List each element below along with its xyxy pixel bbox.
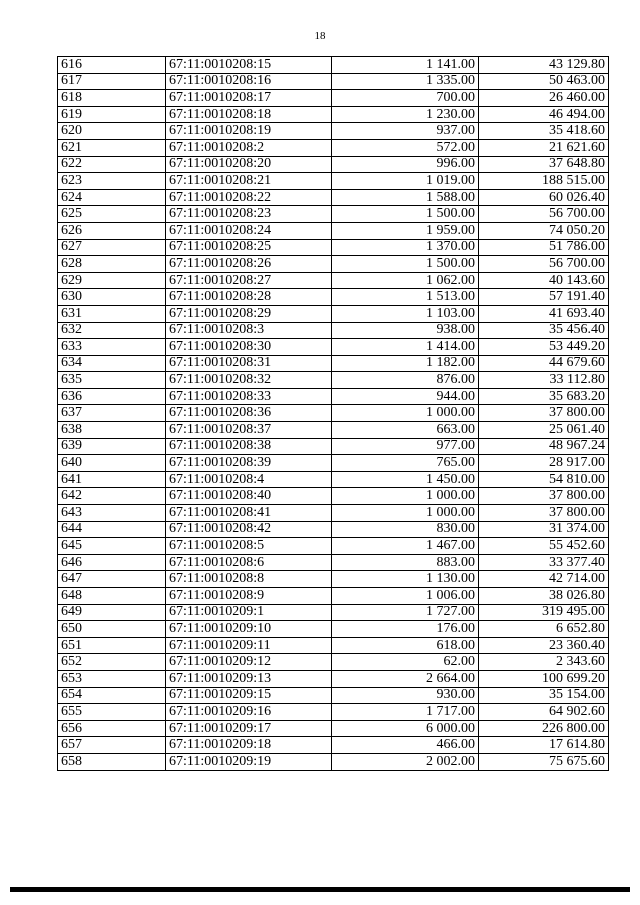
table-body <box>58 57 609 771</box>
value-cell: 35 456.40 <box>479 322 609 339</box>
row-number-cell: 646 <box>58 554 166 571</box>
value-cell: 37 800.00 <box>479 505 609 522</box>
table-row <box>58 488 609 505</box>
row-number-cell: 628 <box>58 256 166 273</box>
table-row <box>58 621 609 638</box>
row-number-cell: 658 <box>58 753 166 770</box>
value-cell: 44 679.60 <box>479 355 609 372</box>
table-row <box>58 355 609 372</box>
area-cell: 62.00 <box>332 654 479 671</box>
value-cell: 60 026.40 <box>479 189 609 206</box>
cadastral-number-cell: 67:11:0010208:3 <box>166 322 332 339</box>
cadastral-number-cell: 67:11:0010208:8 <box>166 571 332 588</box>
value-cell: 38 026.80 <box>479 588 609 605</box>
cadastral-number-cell: 67:11:0010208:9 <box>166 588 332 605</box>
area-cell: 944.00 <box>332 388 479 405</box>
table-row <box>58 604 609 621</box>
table-row <box>58 505 609 522</box>
table-row <box>58 704 609 721</box>
table-row <box>58 405 609 422</box>
row-number-cell: 627 <box>58 239 166 256</box>
value-cell: 26 460.00 <box>479 90 609 107</box>
value-cell: 46 494.00 <box>479 106 609 123</box>
value-cell: 74 050.20 <box>479 222 609 239</box>
value-cell: 54 810.00 <box>479 471 609 488</box>
table-row <box>58 272 609 289</box>
area-cell: 996.00 <box>332 156 479 173</box>
area-cell: 1 000.00 <box>332 488 479 505</box>
area-cell: 1 006.00 <box>332 588 479 605</box>
value-cell: 35 418.60 <box>479 123 609 140</box>
table-row <box>58 471 609 488</box>
area-cell: 1 513.00 <box>332 289 479 306</box>
area-cell: 572.00 <box>332 139 479 156</box>
area-cell: 1 450.00 <box>332 471 479 488</box>
value-cell: 21 621.60 <box>479 139 609 156</box>
value-cell: 17 614.80 <box>479 737 609 754</box>
row-number-cell: 634 <box>58 355 166 372</box>
row-number-cell: 643 <box>58 505 166 522</box>
area-cell: 1 141.00 <box>332 57 479 74</box>
table-row <box>58 289 609 306</box>
row-number-cell: 636 <box>58 388 166 405</box>
area-cell: 830.00 <box>332 521 479 538</box>
cadastral-table <box>57 56 609 771</box>
row-number-cell: 656 <box>58 720 166 737</box>
cadastral-number-cell: 67:11:0010208:24 <box>166 222 332 239</box>
row-number-cell: 638 <box>58 422 166 439</box>
cadastral-number-cell: 67:11:0010208:23 <box>166 206 332 223</box>
row-number-cell: 624 <box>58 189 166 206</box>
value-cell: 55 452.60 <box>479 538 609 555</box>
cadastral-number-cell: 67:11:0010208:29 <box>166 305 332 322</box>
table-row <box>58 222 609 239</box>
table-row <box>58 372 609 389</box>
value-cell: 75 675.60 <box>479 753 609 770</box>
table-row <box>58 90 609 107</box>
value-cell: 37 800.00 <box>479 405 609 422</box>
value-cell: 56 700.00 <box>479 206 609 223</box>
area-cell: 930.00 <box>332 687 479 704</box>
cadastral-number-cell: 67:11:0010208:39 <box>166 455 332 472</box>
area-cell: 1 230.00 <box>332 106 479 123</box>
row-number-cell: 622 <box>58 156 166 173</box>
cadastral-number-cell: 67:11:0010208:27 <box>166 272 332 289</box>
table-row <box>58 139 609 156</box>
row-number-cell: 648 <box>58 588 166 605</box>
table-row <box>58 670 609 687</box>
value-cell: 57 191.40 <box>479 289 609 306</box>
row-number-cell: 640 <box>58 455 166 472</box>
value-cell: 53 449.20 <box>479 339 609 356</box>
value-cell: 40 143.60 <box>479 272 609 289</box>
cadastral-number-cell: 67:11:0010208:40 <box>166 488 332 505</box>
cadastral-number-cell: 67:11:0010208:32 <box>166 372 332 389</box>
table-row <box>58 156 609 173</box>
value-cell: 226 800.00 <box>479 720 609 737</box>
cadastral-number-cell: 67:11:0010209:1 <box>166 604 332 621</box>
value-cell: 41 693.40 <box>479 305 609 322</box>
value-cell: 35 683.20 <box>479 388 609 405</box>
row-number-cell: 619 <box>58 106 166 123</box>
table-row <box>58 654 609 671</box>
table-row <box>58 173 609 190</box>
row-number-cell: 644 <box>58 521 166 538</box>
area-cell: 466.00 <box>332 737 479 754</box>
cadastral-number-cell: 67:11:0010208:26 <box>166 256 332 273</box>
value-cell: 43 129.80 <box>479 57 609 74</box>
value-cell: 31 374.00 <box>479 521 609 538</box>
area-cell: 2 664.00 <box>332 670 479 687</box>
row-number-cell: 633 <box>58 339 166 356</box>
row-number-cell: 621 <box>58 139 166 156</box>
value-cell: 51 786.00 <box>479 239 609 256</box>
area-cell: 938.00 <box>332 322 479 339</box>
area-cell: 883.00 <box>332 554 479 571</box>
page-number: 18 <box>314 30 326 42</box>
value-cell: 2 343.60 <box>479 654 609 671</box>
row-number-cell: 653 <box>58 670 166 687</box>
table-row <box>58 388 609 405</box>
area-cell: 1 500.00 <box>332 206 479 223</box>
area-cell: 1 103.00 <box>332 305 479 322</box>
table-row <box>58 455 609 472</box>
row-number-cell: 635 <box>58 372 166 389</box>
area-cell: 1 727.00 <box>332 604 479 621</box>
table-row <box>58 571 609 588</box>
value-cell: 188 515.00 <box>479 173 609 190</box>
cadastral-number-cell: 67:11:0010209:19 <box>166 753 332 770</box>
value-cell: 100 699.20 <box>479 670 609 687</box>
area-cell: 1 019.00 <box>332 173 479 190</box>
row-number-cell: 642 <box>58 488 166 505</box>
area-cell: 1 959.00 <box>332 222 479 239</box>
cadastral-number-cell: 67:11:0010209:18 <box>166 737 332 754</box>
row-number-cell: 629 <box>58 272 166 289</box>
value-cell: 64 902.60 <box>479 704 609 721</box>
cadastral-number-cell: 67:11:0010208:19 <box>166 123 332 140</box>
value-cell: 6 652.80 <box>479 621 609 638</box>
cadastral-number-cell: 67:11:0010208:36 <box>166 405 332 422</box>
cadastral-number-cell: 67:11:0010208:37 <box>166 422 332 439</box>
table-row <box>58 57 609 74</box>
cadastral-number-cell: 67:11:0010208:17 <box>166 90 332 107</box>
table-row <box>58 538 609 555</box>
row-number-cell: 639 <box>58 438 166 455</box>
area-cell: 977.00 <box>332 438 479 455</box>
area-cell: 1 370.00 <box>332 239 479 256</box>
area-cell: 1 467.00 <box>332 538 479 555</box>
table-row <box>58 588 609 605</box>
table-row <box>58 720 609 737</box>
row-number-cell: 632 <box>58 322 166 339</box>
area-cell: 176.00 <box>332 621 479 638</box>
cadastral-number-cell: 67:11:0010209:12 <box>166 654 332 671</box>
area-cell: 765.00 <box>332 455 479 472</box>
value-cell: 28 917.00 <box>479 455 609 472</box>
row-number-cell: 631 <box>58 305 166 322</box>
cadastral-number-cell: 67:11:0010208:25 <box>166 239 332 256</box>
table-row <box>58 753 609 770</box>
cadastral-number-cell: 67:11:0010208:42 <box>166 521 332 538</box>
row-number-cell: 652 <box>58 654 166 671</box>
table-row <box>58 687 609 704</box>
table-row <box>58 305 609 322</box>
area-cell: 1 500.00 <box>332 256 479 273</box>
cadastral-number-cell: 67:11:0010208:21 <box>166 173 332 190</box>
cadastral-number-cell: 67:11:0010208:15 <box>166 57 332 74</box>
bottom-rule <box>10 887 630 892</box>
area-cell: 618.00 <box>332 637 479 654</box>
row-number-cell: 626 <box>58 222 166 239</box>
cadastral-number-cell: 67:11:0010208:18 <box>166 106 332 123</box>
row-number-cell: 650 <box>58 621 166 638</box>
row-number-cell: 647 <box>58 571 166 588</box>
area-cell: 663.00 <box>332 422 479 439</box>
table-row <box>58 521 609 538</box>
area-cell: 1 588.00 <box>332 189 479 206</box>
row-number-cell: 620 <box>58 123 166 140</box>
area-cell: 6 000.00 <box>332 720 479 737</box>
table-row <box>58 256 609 273</box>
cadastral-number-cell: 67:11:0010208:6 <box>166 554 332 571</box>
table-row <box>58 422 609 439</box>
value-cell: 319 495.00 <box>479 604 609 621</box>
value-cell: 42 714.00 <box>479 571 609 588</box>
cadastral-number-cell: 67:11:0010208:22 <box>166 189 332 206</box>
table-row <box>58 73 609 90</box>
cadastral-number-cell: 67:11:0010209:17 <box>166 720 332 737</box>
cadastral-number-cell: 67:11:0010209:10 <box>166 621 332 638</box>
table-row <box>58 438 609 455</box>
area-cell: 1 414.00 <box>332 339 479 356</box>
table-row <box>58 339 609 356</box>
cadastral-number-cell: 67:11:0010208:5 <box>166 538 332 555</box>
value-cell: 25 061.40 <box>479 422 609 439</box>
cadastral-number-cell: 67:11:0010209:11 <box>166 637 332 654</box>
area-cell: 1 062.00 <box>332 272 479 289</box>
area-cell: 700.00 <box>332 90 479 107</box>
area-cell: 1 000.00 <box>332 405 479 422</box>
row-number-cell: 630 <box>58 289 166 306</box>
row-number-cell: 616 <box>58 57 166 74</box>
cadastral-number-cell: 67:11:0010208:30 <box>166 339 332 356</box>
cadastral-number-cell: 67:11:0010208:28 <box>166 289 332 306</box>
cadastral-number-cell: 67:11:0010208:20 <box>166 156 332 173</box>
area-cell: 1 000.00 <box>332 505 479 522</box>
table-row <box>58 554 609 571</box>
value-cell: 35 154.00 <box>479 687 609 704</box>
cadastral-number-cell: 67:11:0010208:38 <box>166 438 332 455</box>
table-row <box>58 189 609 206</box>
row-number-cell: 645 <box>58 538 166 555</box>
row-number-cell: 625 <box>58 206 166 223</box>
cadastral-number-cell: 67:11:0010209:16 <box>166 704 332 721</box>
area-cell: 2 002.00 <box>332 753 479 770</box>
cadastral-number-cell: 67:11:0010209:15 <box>166 687 332 704</box>
table-row <box>58 123 609 140</box>
area-cell: 1 335.00 <box>332 73 479 90</box>
table-row <box>58 737 609 754</box>
cadastral-number-cell: 67:11:0010208:33 <box>166 388 332 405</box>
table-row <box>58 322 609 339</box>
row-number-cell: 654 <box>58 687 166 704</box>
value-cell: 23 360.40 <box>479 637 609 654</box>
row-number-cell: 623 <box>58 173 166 190</box>
table-row <box>58 206 609 223</box>
value-cell: 48 967.24 <box>479 438 609 455</box>
table-row <box>58 106 609 123</box>
cadastral-number-cell: 67:11:0010208:2 <box>166 139 332 156</box>
value-cell: 33 377.40 <box>479 554 609 571</box>
row-number-cell: 651 <box>58 637 166 654</box>
value-cell: 33 112.80 <box>479 372 609 389</box>
area-cell: 937.00 <box>332 123 479 140</box>
value-cell: 56 700.00 <box>479 256 609 273</box>
row-number-cell: 649 <box>58 604 166 621</box>
row-number-cell: 618 <box>58 90 166 107</box>
cadastral-number-cell: 67:11:0010208:41 <box>166 505 332 522</box>
row-number-cell: 637 <box>58 405 166 422</box>
row-number-cell: 655 <box>58 704 166 721</box>
area-cell: 1 717.00 <box>332 704 479 721</box>
row-number-cell: 657 <box>58 737 166 754</box>
value-cell: 37 648.80 <box>479 156 609 173</box>
value-cell: 37 800.00 <box>479 488 609 505</box>
value-cell: 50 463.00 <box>479 73 609 90</box>
area-cell: 1 182.00 <box>332 355 479 372</box>
area-cell: 876.00 <box>332 372 479 389</box>
area-cell: 1 130.00 <box>332 571 479 588</box>
table-row <box>58 637 609 654</box>
row-number-cell: 641 <box>58 471 166 488</box>
row-number-cell: 617 <box>58 73 166 90</box>
cadastral-number-cell: 67:11:0010208:16 <box>166 73 332 90</box>
cadastral-number-cell: 67:11:0010209:13 <box>166 670 332 687</box>
table-row <box>58 239 609 256</box>
cadastral-number-cell: 67:11:0010208:4 <box>166 471 332 488</box>
cadastral-number-cell: 67:11:0010208:31 <box>166 355 332 372</box>
